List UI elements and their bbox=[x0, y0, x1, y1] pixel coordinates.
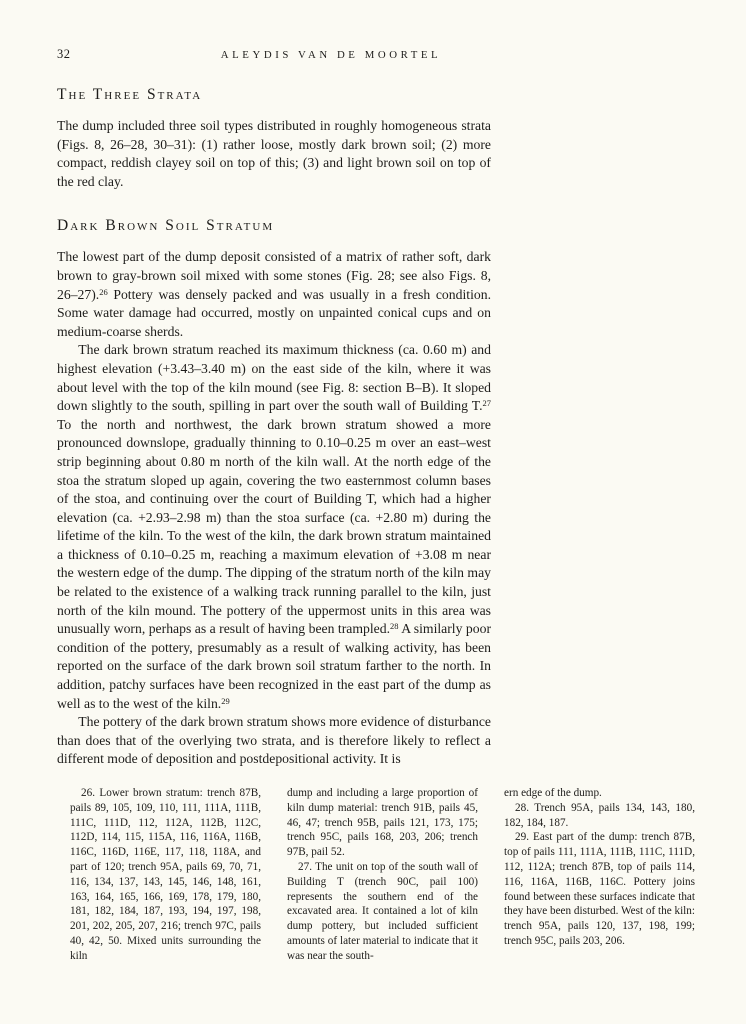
footnote: 29. East part of the dump: trench 87B, top of pails 111, 111A, 111B, 111C, 111D, 112, 112A; trench 87B, top of pails 114, 116, 116A, 116B, 116C. Pottery joins found between these surfaces indicate that they have been disturbed. West of the kiln: trench 95A, pails 120, 137, 198, 199; trench 95C, pails 203, 206. bbox=[504, 831, 695, 947]
paragraph: The dump included three soil types distributed in roughly homogeneous strata (Figs. 8, 26–28, 30–31): (1) rather loose, mostly dark brown soil; (2) more compact, reddish clayey soil on top of this; (3) and light brown soil on top of the red clay. bbox=[57, 118, 491, 189]
footnote: 28. Trench 95A, pails 134, 143, 180, 182, 184, 187. bbox=[504, 801, 695, 829]
section-body bbox=[57, 248, 491, 769]
footnote-ref: 29 bbox=[221, 695, 230, 706]
paragraph: The lowest part of the dump deposit consisted of a matrix of rather soft, dark brown to gray-brown soil mixed with some stones (Fig. 28; see also Figs. 8, 26–27).$^{26}$ Pottery was densely packed and was usually in a fresh condition. Some water damage had occurred, mostly on unpainted conical cups and on medium-coarse sherds. bbox=[57, 249, 491, 339]
page-number: 32 bbox=[57, 47, 71, 61]
section-heading: Dark Brown Soil Stratum bbox=[57, 217, 275, 235]
main-text bbox=[57, 60, 491, 769]
section-dark-brown-soil-stratum bbox=[57, 217, 491, 769]
section-the-three-strata bbox=[57, 86, 491, 191]
section-heading: The Three Strata bbox=[57, 86, 203, 103]
footnote-column-1 bbox=[70, 786, 261, 964]
footnote-column-3 bbox=[504, 786, 695, 964]
footnote-continuation: ern edge of the dump. bbox=[504, 787, 602, 799]
footnote-continuation: dump and including a large proportion of kiln dump material: trench 91B, pails 45, 46, 47; trench 95B, pails 121, 173, 175; trench 95C, pails 168, 203, 206; trench 97B, pail 52. bbox=[287, 787, 478, 859]
footnote: 26. Lower brown stratum: trench 87B, pails 89, 105, 109, 110, 111, 111A, 111B, 111C, 111D, 112, 112A, 112B, 112C, 112D, 114, 115, 115A, 116, 116A, 116B, 116C, 116D, 116E, 117, 118, 118A, and part of 120; trench 95A, pails 69, 70, 71, 116, 134, 137, 143, 145, 146, 148, 161, 163, 164, 165, 166, 169, 178, 179, 180, 181, 182, 184, 187, 193, 194, 197, 198, 201, 202, 205, 207, 216; trench 97C, pails 40, 42, 50. Mixed units surrounding the kiln bbox=[70, 787, 261, 962]
footnote-ref: 28 bbox=[390, 621, 399, 632]
paragraph: The pottery of the dark brown stratum shows more evidence of disturbance than does that of the overlying two strata, and is therefore likely to reflect a different mode of deposition and postdepositional activity. It is bbox=[57, 714, 491, 767]
footnote: 27. The unit on top of the south wall of Building T (trench 90C, pail 100) represents the southern end of the excavated area. It contained a lot of kiln dump pottery, but included sufficient amounts of later material to indicate that it was near the south- bbox=[287, 860, 478, 962]
section-body bbox=[57, 117, 491, 191]
footnote-ref: 26 bbox=[99, 286, 108, 297]
footnote-column-2 bbox=[287, 786, 478, 964]
footnote-ref: 27 bbox=[482, 398, 491, 409]
running-title: ALEYDIS VAN DE MOORTEL bbox=[220, 49, 442, 61]
footnotes bbox=[70, 786, 694, 964]
paragraph: The dark brown stratum reached its maximum thickness (ca. 0.60 m) and highest elevation (+3.43–3.40 m) on the east side of the kiln, where it was about level with the top of the kiln mound (see Fig. 8: section B–B). It sloped down slightly to the south, spilling in part over the south wall of Building T.$^{27}$ To the north and northwest, the dark brown stratum showed a more pronounced downslope, gradually thinning to 0.10–0.25 m over an east–west strip beginning about 0.80 m north of the kiln wall. At the north edge of the stoa the stratum sloped up again, covering the two easternmost column bases of the stoa, and continuing over the court of Building T, which had a higher elevation (ca. +2.93–2.98 m) than the stoa surface (ca. +2.80 m) during the lifetime of the kiln. To the west of the kiln, the dark brown stratum maintained a thickness of 0.10–0.25 m, reaching a maximum elevation of +3.08 m near the western edge of the dump. The dipping of the stratum north of the kiln may be related to the existence of a walking track running parallel to the kiln, just north of the kiln mound. The pottery of the uppermost units in this area was unusually worn, perhaps as a result of having been trampled.$^{28}$ A similarly poor condition of the pottery, presumably as a result of walking activity, has been reported on the surface of the dark brown soil stratum farther to the north. In addition, patchy surfaces have been recognized in the east part of the dump as well as to the west of the kiln.$^{29}$ bbox=[57, 342, 492, 711]
